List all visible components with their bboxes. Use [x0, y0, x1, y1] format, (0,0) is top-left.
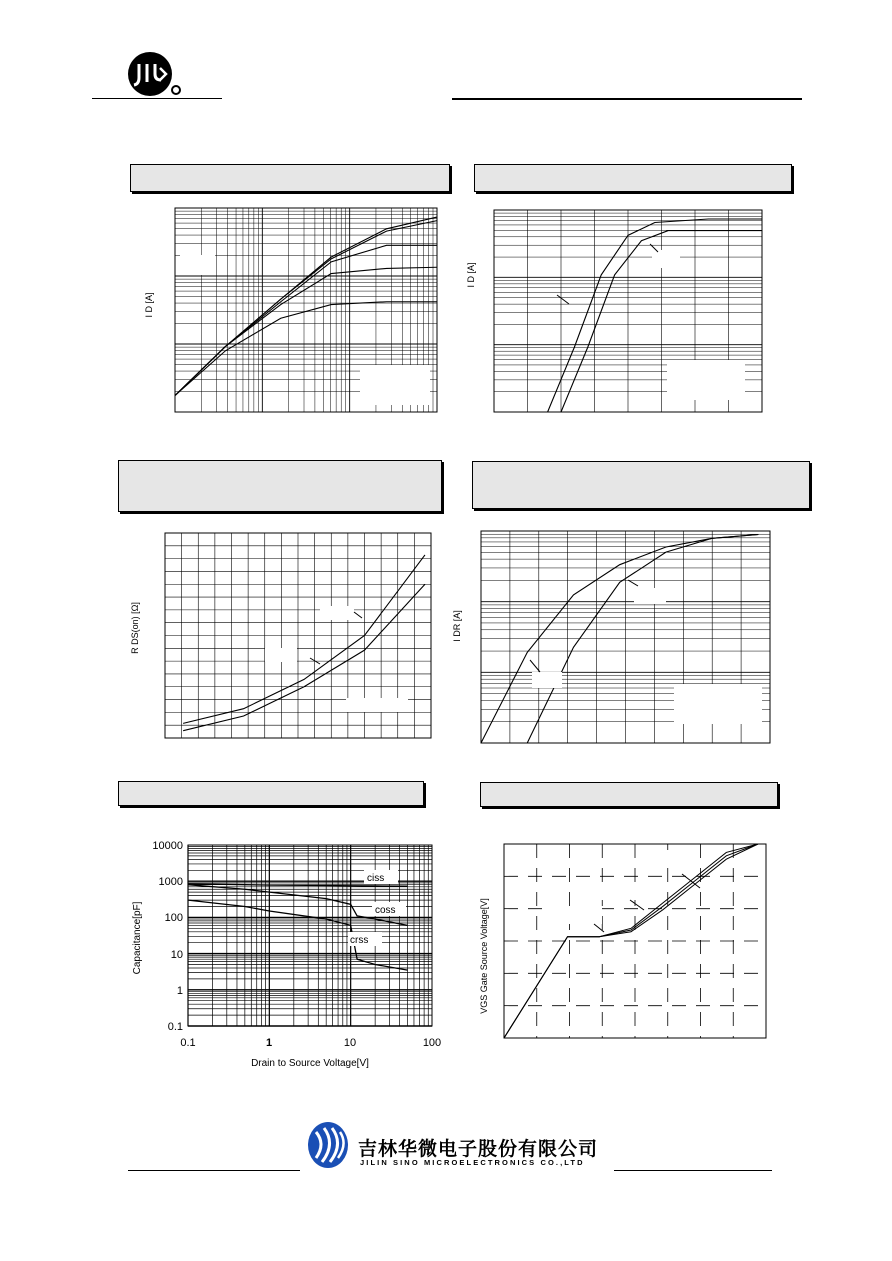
chart-title-box-4 [472, 461, 810, 509]
chart-transfer-characteristics [462, 200, 772, 420]
label-ciss: ciss [367, 873, 385, 884]
ytick-10: 10 [170, 949, 183, 961]
label-coss: coss [375, 905, 396, 916]
chart-gate-charge [472, 836, 772, 1046]
chart-capacitance [128, 832, 448, 1082]
chart3-ylabel: R DS(on) [Ω] [130, 602, 140, 654]
chart-output-characteristics [140, 200, 445, 420]
company-name-english: JILIN SINO MICROELECTRONICS CO.,LTD [360, 1158, 585, 1167]
chart-title-box-3 [118, 460, 442, 512]
chart-title-box-5 [118, 781, 424, 806]
jsm-circle-logo-icon [126, 50, 184, 98]
chart-title-box-2 [474, 164, 792, 192]
ytick-0.1: 0.1 [167, 1021, 183, 1033]
ytick-100: 100 [164, 912, 183, 924]
footer-rule-left [128, 1170, 300, 1171]
ytick-10000: 10000 [152, 840, 183, 852]
ytick-1000: 1000 [158, 876, 183, 888]
header-rule-left [92, 98, 222, 99]
xtick-10: 10 [343, 1037, 357, 1049]
xtick-0.1: 0.1 [180, 1037, 196, 1049]
header-rule-right [452, 98, 802, 100]
chart-title-box-1 [130, 164, 450, 192]
chart5-xlabel: Drain to Source Voltage[V] [251, 1058, 369, 1069]
chart-title-box-6 [480, 782, 778, 807]
label-crss: crss [350, 935, 369, 946]
footer-rule-right [614, 1170, 772, 1171]
xtick-1: 1 [265, 1037, 273, 1049]
chart4-ylabel: I DR [A] [452, 610, 462, 642]
chart6-ylabel: VGS Gate Source Voltage[V] [479, 898, 489, 1014]
chart-body-diode-forward [448, 526, 778, 748]
ytick-1: 1 [176, 985, 183, 997]
chart5-yticks [152, 840, 183, 1033]
jsm-wing-logo-icon [306, 1120, 350, 1170]
xtick-100: 100 [422, 1037, 442, 1049]
chart5-xticks [180, 1037, 441, 1049]
chart1-ylabel: I D [A] [144, 292, 154, 318]
chart-rdson-vs-current [128, 528, 438, 743]
company-name-chinese: 吉林华微电子股份有限公司 [358, 1138, 599, 1160]
chart2-ylabel: I D [A] [466, 262, 476, 288]
chart5-ylabel: Capacitance[pF] [132, 901, 143, 975]
